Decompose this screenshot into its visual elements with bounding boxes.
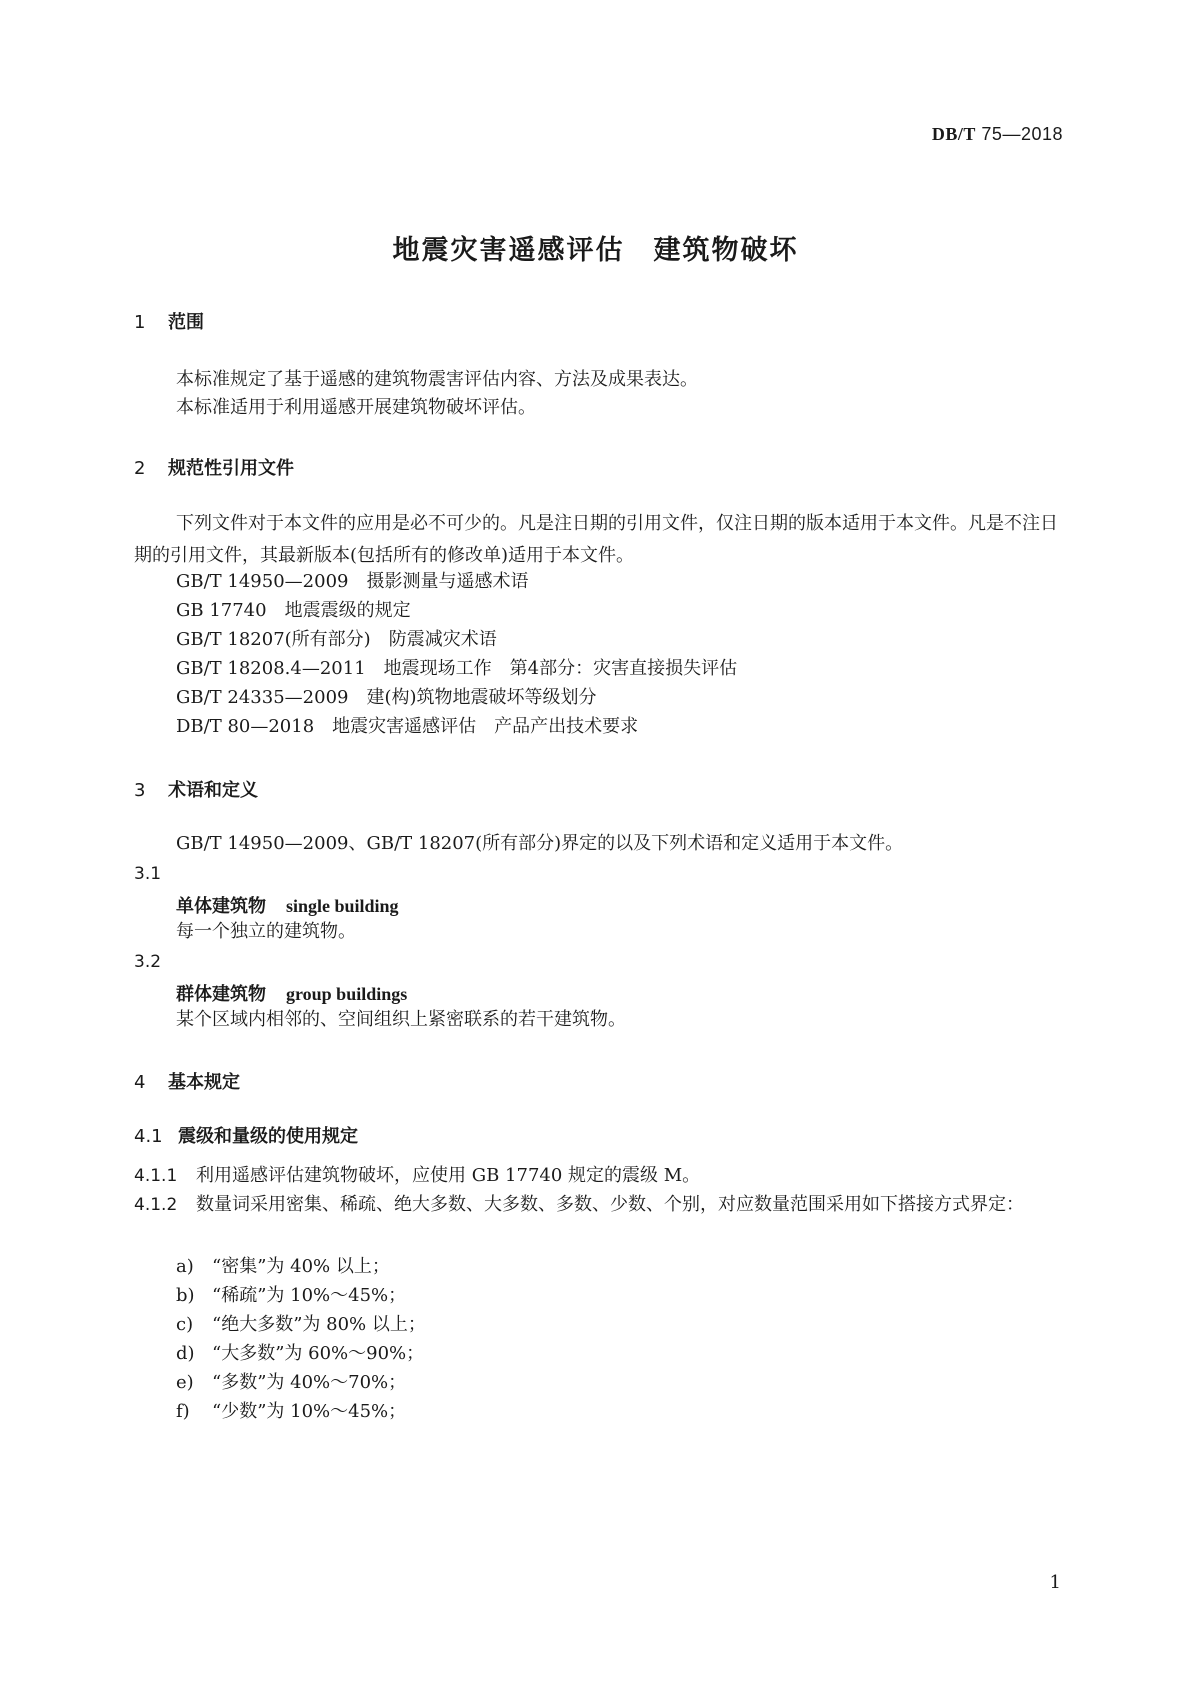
section-2-heading [134, 454, 294, 480]
standard-code-prefix: DB/T [931, 124, 976, 144]
document-title: 地震灾害遥感评估 建筑物破坏 [392, 235, 799, 266]
subsection-title: 震级和量级的使用规定 [178, 1126, 358, 1147]
clause-text: 利用遥感评估建筑物破坏，应使用 GB 17740 规定的震级 M。 [196, 1165, 701, 1186]
list-item [176, 1339, 424, 1365]
term-number: 3.2 [134, 952, 162, 972]
intro-text: 下列文件对于本文件的应用是必不可少的。凡是注日期的引用文件，仅注日期的版本适用于本文件。凡是不注日期的引用文件，其最新版本(包括所有的修改单)适用于本文件。 [134, 513, 1058, 566]
clause-number: 4.1.2 [134, 1195, 178, 1215]
standard-code-number: 75—2018 [981, 124, 1063, 144]
term-chinese: 单体建筑物 [176, 896, 266, 917]
paragraph-intro [134, 508, 1058, 572]
term-definition: 每一个独立的建筑物。 [176, 921, 356, 942]
term-english: group buildings [286, 984, 408, 1004]
section-number: 3 [134, 780, 146, 801]
page-number: 1 [1049, 1572, 1061, 1593]
term-chinese: 群体建筑物 [176, 984, 266, 1005]
clause-text: 数量词采用密集、稀疏、绝大多数、大多数、多数、少数、个别，对应数量范围采用如下搭接方式界定： [196, 1194, 1024, 1215]
paragraph: GB/T 14950—2009、GB/T 18207(所有部分)界定的以及下列术语和定义适用于本文件。 [176, 833, 904, 854]
section-3-heading [134, 776, 258, 802]
section-title: 规范性引用文件 [168, 458, 294, 479]
section-number: 4 [134, 1072, 146, 1093]
reference-item: DB/T 80—2018 地震灾害遥感评估 产品产出技术要求 [176, 716, 639, 737]
paragraph: 本标准适用于利用遥感开展建筑物破坏评估。 [176, 397, 536, 418]
term-english: single building [286, 896, 399, 916]
term-number: 3.1 [134, 864, 162, 884]
list-text: “多数”为 40%～70%； [212, 1372, 407, 1393]
list-item [176, 1310, 426, 1336]
term-heading [176, 980, 407, 1006]
reference-item: GB 17740 地震震级的规定 [176, 600, 411, 621]
term-definition: 某个区域内相邻的、空间组织上紧密联系的若干建筑物。 [176, 1009, 626, 1030]
list-item [176, 1397, 406, 1423]
list-marker: c) [176, 1314, 194, 1335]
paragraph: 本标准规定了基于遥感的建筑物震害评估内容、方法及成果表达。 [176, 369, 698, 390]
subsection-number: 4.1 [134, 1126, 163, 1147]
section-number: 1 [134, 312, 146, 333]
list-text: “稀疏”为 10%～45%； [212, 1285, 407, 1306]
list-text: “少数”为 10%～45%； [212, 1401, 407, 1422]
list-marker: d) [176, 1343, 195, 1364]
section-1-heading [134, 308, 204, 334]
section-4-heading [134, 1068, 240, 1094]
clause-number: 4.1.1 [134, 1166, 178, 1186]
standard-code [932, 124, 1063, 145]
list-marker: b) [176, 1285, 195, 1306]
list-item [176, 1281, 406, 1307]
clause-4-1-2 [134, 1189, 1058, 1221]
reference-item: GB/T 24335—2009 建(构)筑物地震破坏等级划分 [176, 687, 597, 708]
subsection-4-1-heading [134, 1122, 358, 1148]
section-title: 基本规定 [168, 1072, 240, 1093]
list-item [176, 1368, 406, 1394]
list-text: “密集”为 40% 以上； [212, 1256, 390, 1277]
list-text: “大多数”为 60%～90%； [212, 1343, 425, 1364]
list-text: “绝大多数”为 80% 以上； [212, 1314, 426, 1335]
clause-4-1-1 [134, 1160, 700, 1192]
reference-item: GB/T 18207(所有部分) 防震减灾术语 [176, 629, 497, 650]
term-heading [176, 892, 399, 918]
section-title: 术语和定义 [168, 780, 258, 801]
list-marker: a) [176, 1256, 194, 1277]
reference-item: GB/T 18208.4—2011 地震现场工作 第4部分：灾害直接损失评估 [176, 658, 738, 679]
list-marker: f) [176, 1401, 190, 1422]
list-marker: e) [176, 1372, 194, 1393]
list-item [176, 1252, 390, 1278]
section-title: 范围 [168, 312, 204, 333]
reference-item: GB/T 14950—2009 摄影测量与遥感术语 [176, 571, 529, 592]
section-number: 2 [134, 458, 146, 479]
